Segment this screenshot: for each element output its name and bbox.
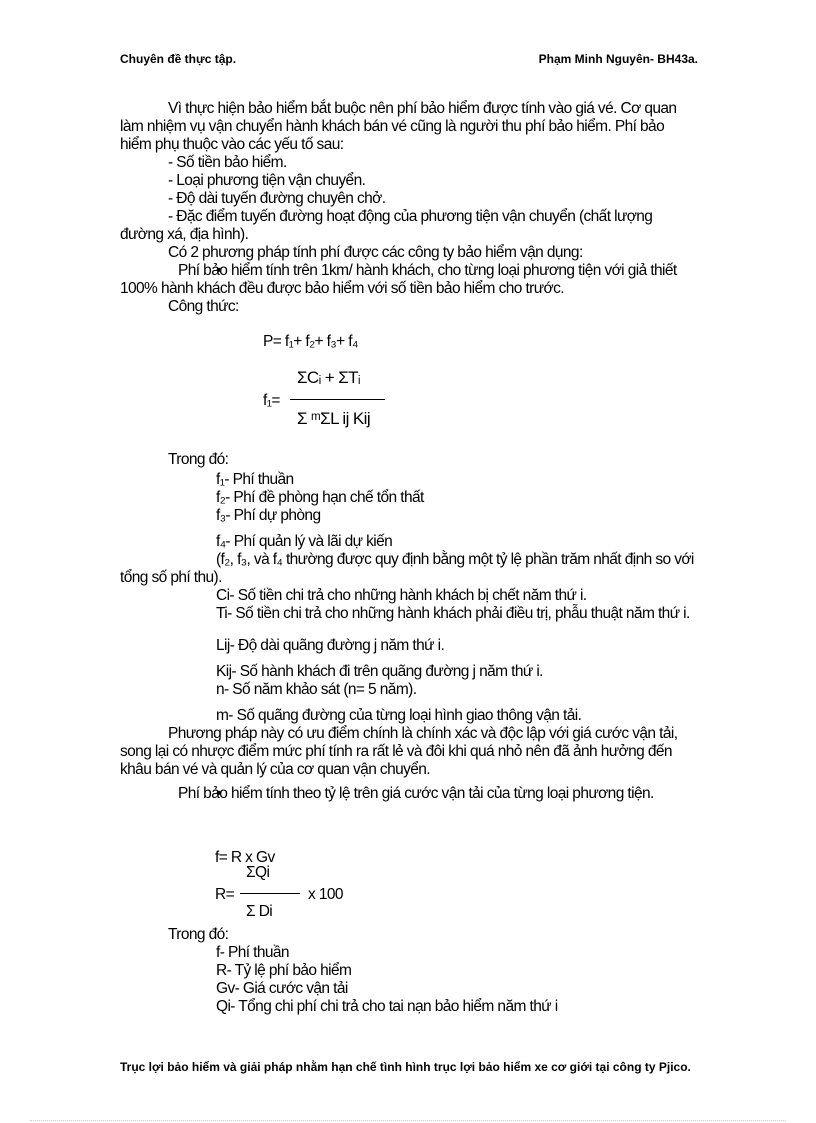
paragraph-methods: Có 2 phương pháp tính phí được các công ty bảo hiểm vận dụng: xyxy=(168,244,583,261)
header-right: Phạm Minh Nguyên- BH43a. xyxy=(538,52,698,66)
fraction-line xyxy=(240,893,300,894)
formula-p: P= f₁+ f₂+ f₃+ f₄ xyxy=(263,333,358,350)
formula-f1-denominator: Σ ᵐΣL ij Kij xyxy=(297,409,370,428)
formula-r-tail: x 100 xyxy=(308,886,343,903)
legend-item: n- Số năm khảo sát (n= 5 năm). xyxy=(216,681,417,698)
legend-2 xyxy=(120,926,696,1016)
legend-item: Kij- Số hành khách đi trên quãng đường j năm thứ i. xyxy=(216,663,543,680)
legend-item: Ci- Số tiền chi trả cho những hành khách bị chết năm thứ i. xyxy=(216,587,587,604)
legend-1 xyxy=(120,451,696,803)
legend-item: f₃- Phí dự phòng xyxy=(216,507,321,524)
page-body xyxy=(120,100,696,316)
bullet-icon xyxy=(168,262,178,279)
legend-item: Gv- Giá cước vận tải xyxy=(216,980,348,997)
legend-item: f₂- Phí đề phòng hạn chế tổn thất xyxy=(216,489,424,506)
page-divider xyxy=(30,1120,786,1121)
legend-item: f₁- Phí thuần xyxy=(216,471,294,488)
factor-item: - Độ dài tuyến đường chuyên chở. xyxy=(168,190,386,207)
legend-note: (f₂, f₃, và f₄ thường được quy định bằng một tỷ lệ phần trăm nhất định so với tổng số phí thu). xyxy=(120,551,694,586)
header-left: Chuyên đề thực tập. xyxy=(120,52,237,66)
formula-label: Công thức: xyxy=(168,298,239,315)
factor-item: - Loại phương tiện vận chuyển. xyxy=(168,172,366,189)
legend-item: R- Tỷ lệ phí bảo hiểm xyxy=(216,962,352,979)
formula-r-numerator: ΣQi xyxy=(246,864,270,881)
formula-f1-lhs: f₁= xyxy=(263,392,280,409)
paragraph-evaluation: Phương pháp này có ưu điểm chính là chính xác và độc lập với giá cước vận tải, song lại có nhược điểm mức phí tính ra rất lẻ và đôi khi quá nhỏ nên đã ảnh hưởng đến khâu bán vé và quản lý của cơ quan vận chuyển. xyxy=(120,725,678,778)
page-footer: Trục lợi bảo hiểm và giải pháp nhằm hạn chế tình hình trục lợi bảo hiểm xe cơ giới tại công ty Pjico. xyxy=(120,1060,691,1074)
fraction-line xyxy=(290,399,385,400)
method-2-bullet xyxy=(120,785,696,803)
legend-title: Trong đó: xyxy=(168,451,229,468)
formula-f1-numerator: ΣCᵢ + ΣTᵢ xyxy=(297,368,360,387)
formula-r-denominator: Σ Di xyxy=(246,903,273,920)
factor-item: - Đặc điểm tuyến đường hoạt động của phương tiện vận chuyển (chất lượng đường xá, địa hình). xyxy=(120,208,653,243)
legend-item: Ti- Số tiền chi trả cho những hành khách phải điều trị, phẫu thuật năm thứ i. xyxy=(216,605,690,622)
legend-item: Qi- Tổng chi phí chi trả cho tai nạn bảo hiểm năm thứ i xyxy=(216,998,558,1015)
legend-item: m- Số quãng đường của từng loại hình giao thông vận tải. xyxy=(216,707,582,724)
bullet-icon xyxy=(168,785,178,802)
method-1-text: Phí bảo hiểm tính trên 1km/ hành khách, cho từng loại phương tiện với giả thiết 100% hành khách đều được bảo hiểm với số tiền bảo hiểm cho trước. xyxy=(120,262,677,297)
formula-r-lhs: R= xyxy=(215,886,235,903)
legend-item: f₄- Phí quản lý và lãi dự kiến xyxy=(216,533,393,550)
formula-f: f= R x Gv xyxy=(215,849,275,866)
paragraph-intro: Vì thực hiện bảo hiểm bắt buộc nên phí bảo hiểm được tính vào giá vé. Cơ quan làm nhiệm vụ vận chuyển hành khách bán vé cũng là người thu phí bảo hiểm. Phí bảo hiểm phụ thuộc vào các yếu tố sau: xyxy=(120,100,677,153)
factor-item: - Số tiền bảo hiểm. xyxy=(168,154,287,171)
method-1-bullet xyxy=(120,262,696,298)
method-2-text: Phí bảo hiểm tính theo tỷ lệ trên giá cước vận tải của từng loại phương tiện. xyxy=(178,785,654,802)
legend-item: Lij- Độ dài quãng đường j năm thứ i. xyxy=(216,637,445,654)
legend-title: Trong đó: xyxy=(168,926,229,943)
legend-item: f- Phí thuần xyxy=(216,944,289,961)
